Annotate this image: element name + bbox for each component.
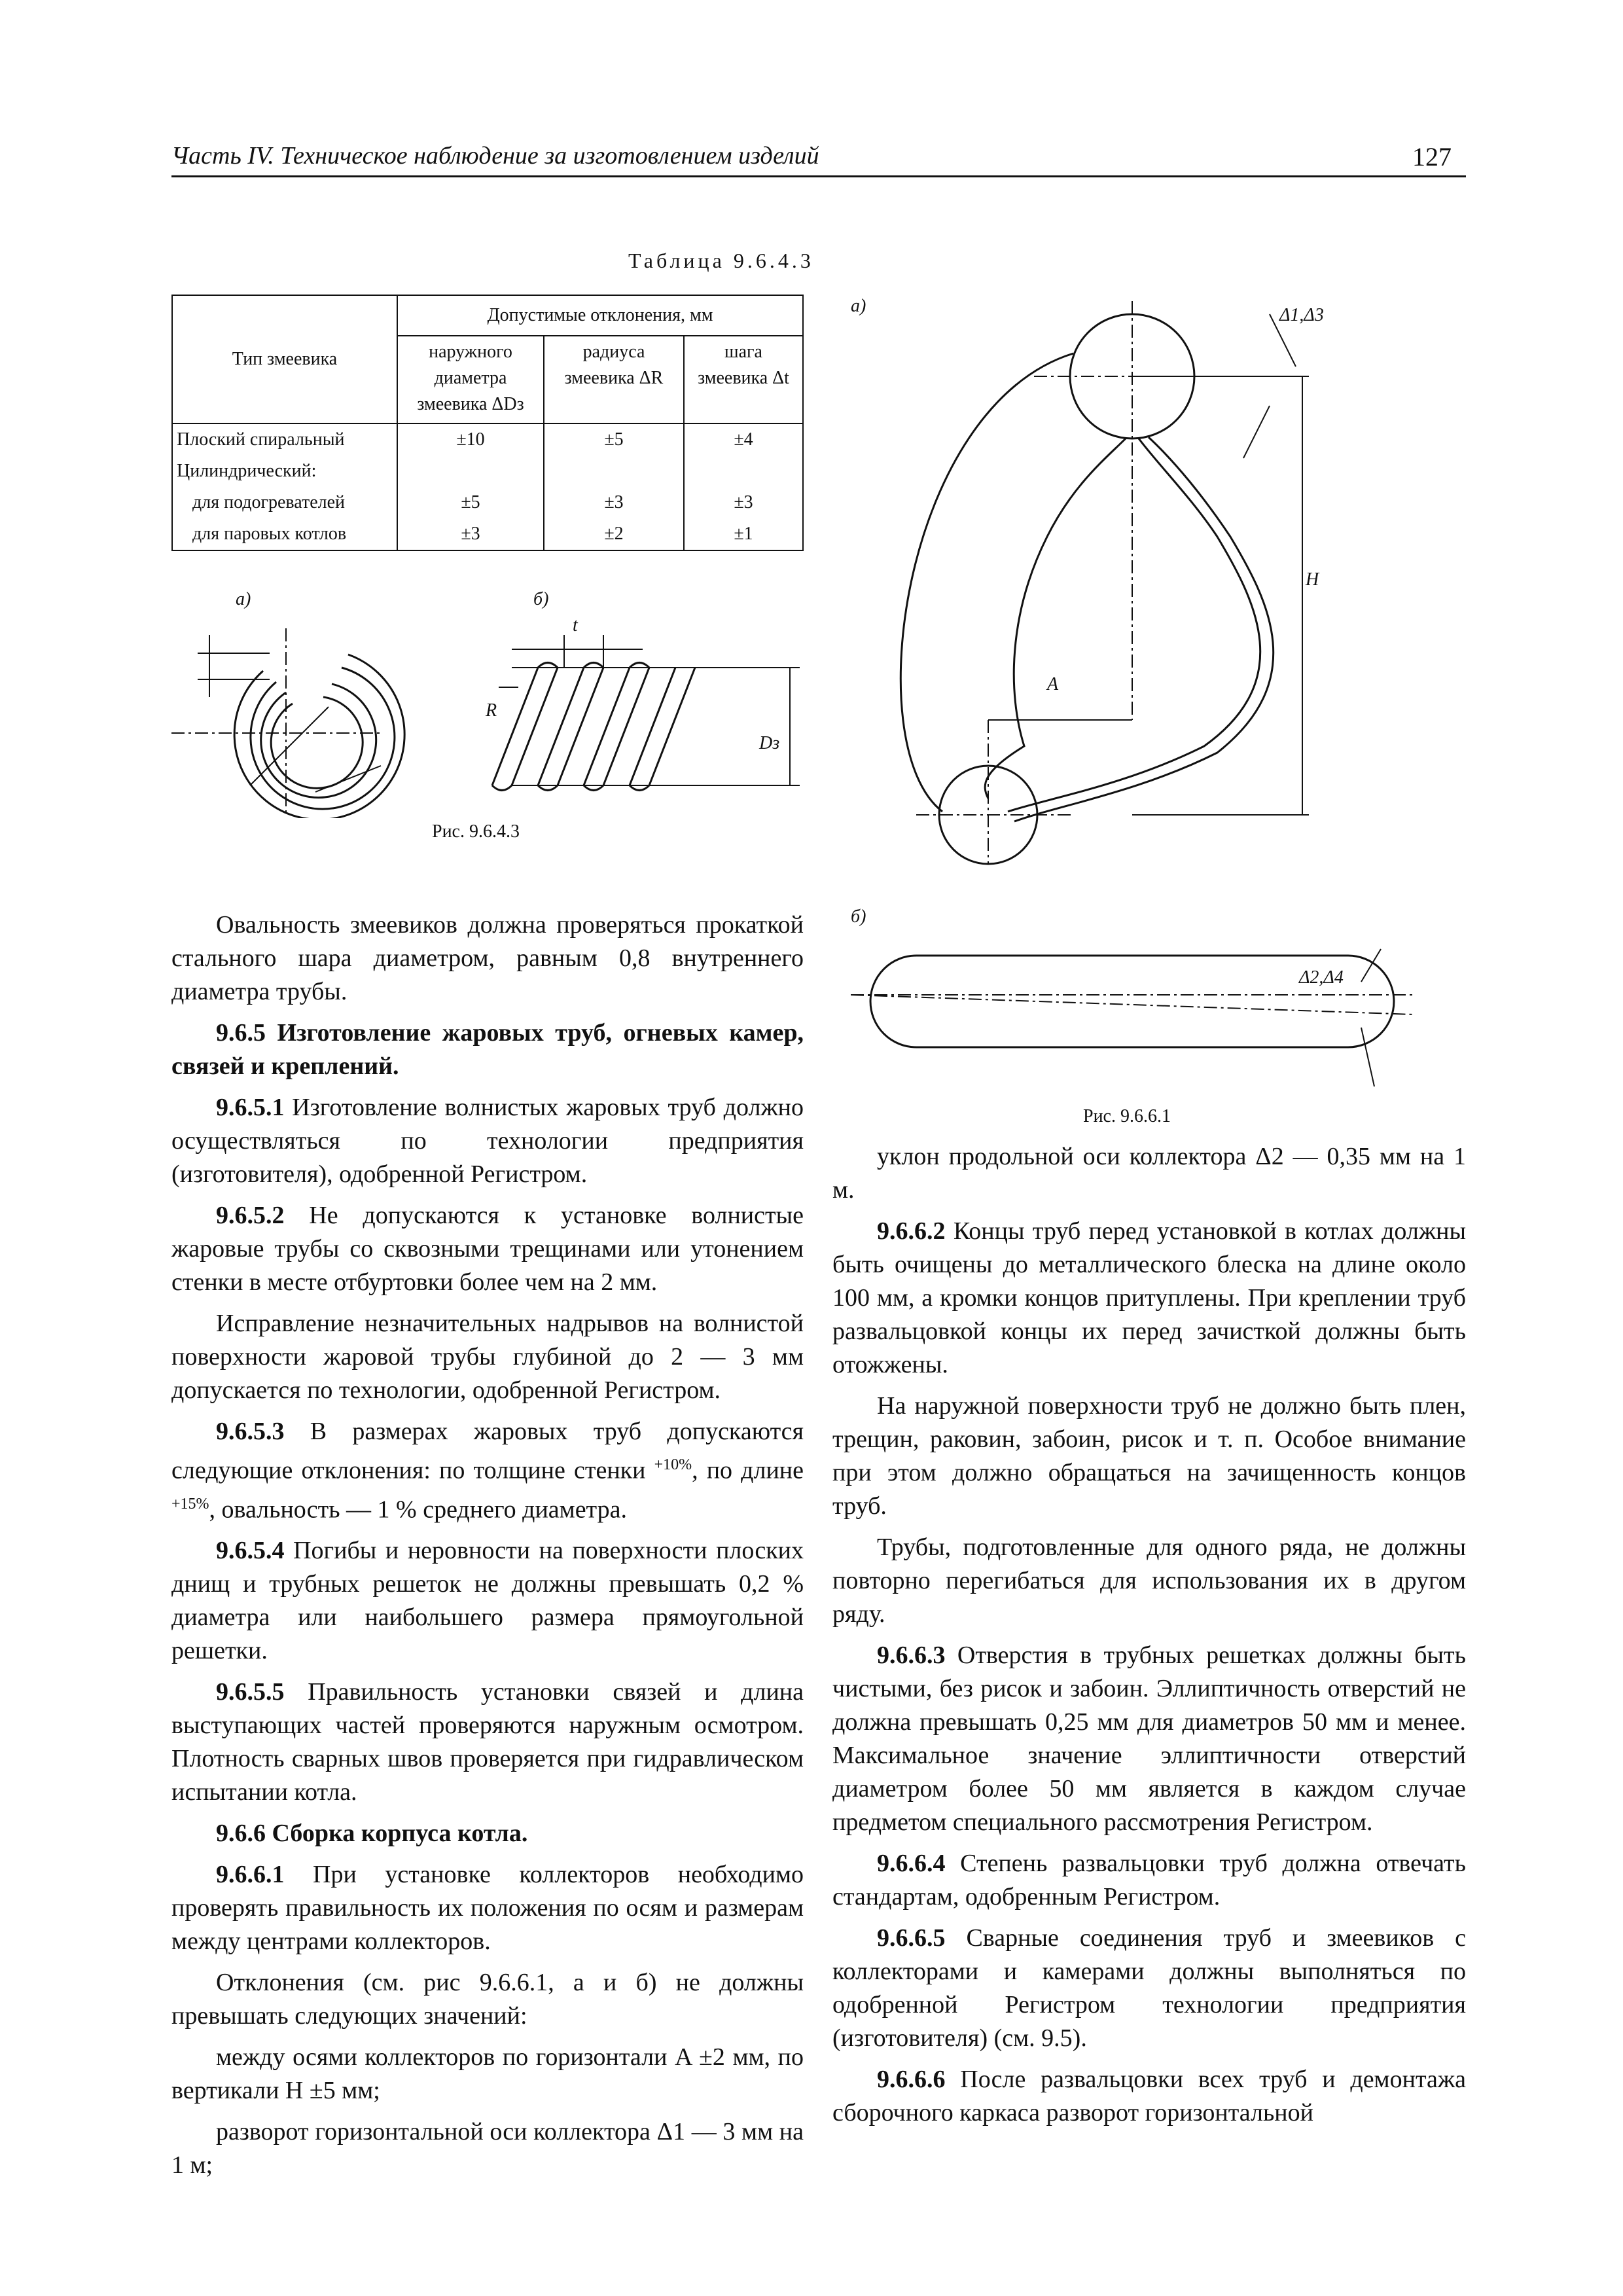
cell-r: [544, 456, 684, 487]
clause-number: 9.6.5.4: [216, 1537, 285, 1565]
section-heading-9-6-5: 9.6.5 Изготовление жаровых труб, огневых камер, связей и креплений.: [171, 1019, 804, 1080]
paragraph: Исправление незначительных надрывов на волнистой поверхности жаровой трубы глубиной до 2 — 3 мм допускается по технологии, одобренной Регистром.: [171, 1310, 804, 1404]
fig2-mark-d2d4: Δ2,Δ4: [1299, 967, 1344, 988]
table-row: [172, 487, 803, 518]
table-caption: Таблица 9.6.4.3: [628, 249, 814, 272]
cell-t: ±4: [684, 423, 803, 456]
col-group-header: Допустимые отклонения, мм: [397, 295, 803, 336]
cell-t: ±3: [684, 487, 803, 518]
fig2-mark-d1d3: Δ1,Δ3: [1279, 305, 1324, 325]
fig2-mark-H: H: [1306, 569, 1319, 590]
cell-type: для паровых котлов: [172, 518, 397, 550]
clause-number: 9.6.6.1: [216, 1861, 285, 1889]
paragraph: [171, 1534, 804, 1668]
cell-type: Плоский спиральный: [172, 423, 397, 456]
cell-type: для подогревателей: [172, 487, 397, 518]
tolerance-table: [171, 295, 804, 551]
paragraph: [171, 1415, 804, 1526]
paragraph: Трубы, подготовленные для одного ряда, не должны повторно перегибаться для использования их в другом ряду.: [832, 1534, 1466, 1628]
clause-number: 9.6.6.5: [877, 1924, 946, 1952]
fig2-label-b: б): [851, 906, 866, 927]
section-heading-9-6-6: 9.6.6 Сборка корпуса котла.: [216, 1820, 528, 1848]
paragraph: [832, 1847, 1466, 1914]
clause-number: 9.6.5.5: [216, 1678, 285, 1706]
clause-text: , овальность — 1 % среднего диаметра.: [209, 1496, 627, 1524]
cell-d: ±3: [397, 518, 544, 550]
paragraph: [171, 1091, 804, 1191]
collector-figure-b: [851, 929, 1466, 1100]
page-number: 127: [1412, 142, 1452, 171]
clause-text: Концы труб перед установкой в котлах должны быть очищены до металлического блеска на длине около 100 мм, а кромки концов притуплены. При креплении труб развальцовкой концы их перед зачисткой должны быть отожжены.: [832, 1217, 1466, 1378]
tolerance-thickness: +10%: [654, 1456, 692, 1473]
paragraph: уклон продольной оси коллектора Δ2 — 0,35 мм на 1 м.: [832, 1143, 1466, 1204]
flat-spiral-drawing: [171, 628, 404, 818]
clause-text: , по длине: [692, 1456, 804, 1484]
clause-number: 9.6.6.3: [877, 1641, 946, 1669]
clause-number: 9.6.5.3: [216, 1418, 285, 1445]
paragraph: между осями коллекторов по горизонтали A ±2 мм, по вертикали H ±5 мм;: [171, 2043, 804, 2105]
clause-number: 9.6.6.2: [877, 1217, 946, 1245]
paragraph: [171, 1858, 804, 1958]
paragraph: разворот горизонтальной оси коллектора Δ1 — 3 мм на 1 м;: [171, 2118, 804, 2179]
paragraph: [171, 1199, 804, 1299]
tolerance-length: +15%: [171, 1495, 209, 1513]
cell-t: [684, 456, 803, 487]
table-row: [172, 423, 803, 456]
fig1-mark-R: R: [486, 700, 497, 721]
clause-text: Погибы и неровности на поверхности плоских днищ и трубных решеток не должны превышать 0,2 % диаметра или наибольшего размера прямоугольной решетки.: [171, 1537, 804, 1665]
collector-figure-a: [851, 288, 1466, 877]
col-pitch-header: шага змеевика Δt: [684, 336, 803, 423]
paragraph: [832, 1922, 1466, 2055]
clause-text: Изготовление волнистых жаровых труб должно осуществляться по технологии предприятия (изготовителя), одобренной Регистром.: [171, 1094, 804, 1188]
fig1-mark-t: t: [573, 615, 578, 636]
paragraph: Отклонения (см. рис 9.6.6.1, а и б) не должны превышать следующих значений:: [171, 1969, 804, 2030]
fig2-caption: Рис. 9.6.6.1: [1083, 1106, 1171, 1126]
cell-type: Цилиндрический:: [172, 456, 397, 487]
table-row: [172, 456, 803, 487]
cell-d: ±5: [397, 487, 544, 518]
col-type-header: Тип змеевика: [172, 295, 397, 423]
fig2-label-a: а): [851, 296, 866, 316]
col-diameter-header: наружного диаметра змеевика ΔDз: [397, 336, 544, 423]
paragraph: На наружной поверхности труб не должно быть плен, трещин, раковин, забоин, рисок и т. п. Особое внимание при этом должно обращаться на зачищенность концов труб.: [832, 1392, 1466, 1520]
paragraph: [832, 1639, 1466, 1839]
paragraph: [171, 1676, 804, 1809]
col-radius-header: радиуса змеевика ΔR: [544, 336, 684, 423]
table-row: [172, 518, 803, 550]
fig1-label-b: б): [533, 589, 549, 609]
paragraph: [832, 2063, 1466, 2130]
cell-t: ±1: [684, 518, 803, 550]
clause-number: 9.6.5.2: [216, 1202, 285, 1229]
cell-r: ±3: [544, 487, 684, 518]
clause-text: Правильность установки связей и длина выступающих частей проверяются наружным осмотром. Плотность сварных швов проверяется при гидравлическом испытании котла.: [171, 1678, 804, 1806]
cell-r: ±5: [544, 423, 684, 456]
paragraph: Овальность змеевиков должна проверяться прокаткой стального шара диаметром, равным 0,8 внутреннего диаметра трубы.: [171, 911, 804, 1005]
fig1-label-a: а): [236, 589, 251, 609]
clause-text: Не допускаются к установке волнистые жаровые трубы со сквозными трещинами или утонением стенки в месте отбуртовки более чем на 2 мм.: [171, 1202, 804, 1296]
clause-text: Отверстия в трубных решетках должны быть чистыми, без рисок и забоин. Эллиптичность отверстий не должна превышать 0,25 мм для диаметров 50 мм и менее. Максимальное значение эллиптичности отверстий диаметром более 50 мм является в каждом случае предметом специального рассмотрения Регистром.: [832, 1641, 1466, 1836]
header-rule: [171, 175, 1466, 177]
clause-text: Степень развальцовки труб должна отвечать стандартам, одобренным Регистром.: [832, 1850, 1466, 1910]
fig1-mark-dz: Dз: [759, 733, 780, 753]
clause-text: При установке коллекторов необходимо проверять правильность их положения по осям и размерам между центрами коллекторов.: [171, 1861, 804, 1956]
clause-number: 9.6.6.4: [877, 1850, 946, 1877]
clause-number: 9.6.6.6: [877, 2066, 946, 2093]
cell-r: ±2: [544, 518, 684, 550]
clause-text: После развальцовки всех труб и демонтажа сборочного каркаса разворот горизонтальной: [832, 2066, 1466, 2126]
clause-text: Сварные соединения труб и змеевиков с коллекторами и камерами должны выполняться по одобренной Регистром технологии предприятия (изготовителя) (см. 9.5).: [832, 1924, 1466, 2052]
running-header: Часть IV. Техническое наблюдение за изготовлением изделий: [171, 142, 819, 170]
paragraph: [832, 1215, 1466, 1382]
cell-d: [397, 456, 544, 487]
cylindrical-coil-drawing: [492, 635, 800, 791]
right-column: [832, 1140, 1466, 2130]
clause-text: В размерах жаровых труб допускаются следующие отклонения: по толщине стенки: [171, 1418, 804, 1484]
left-column: [171, 908, 804, 2182]
clause-number: 9.6.5.1: [216, 1094, 285, 1121]
fig1-caption: Рис. 9.6.4.3: [432, 821, 520, 842]
cell-d: ±10: [397, 423, 544, 456]
fig2-mark-A: A: [1047, 674, 1059, 694]
